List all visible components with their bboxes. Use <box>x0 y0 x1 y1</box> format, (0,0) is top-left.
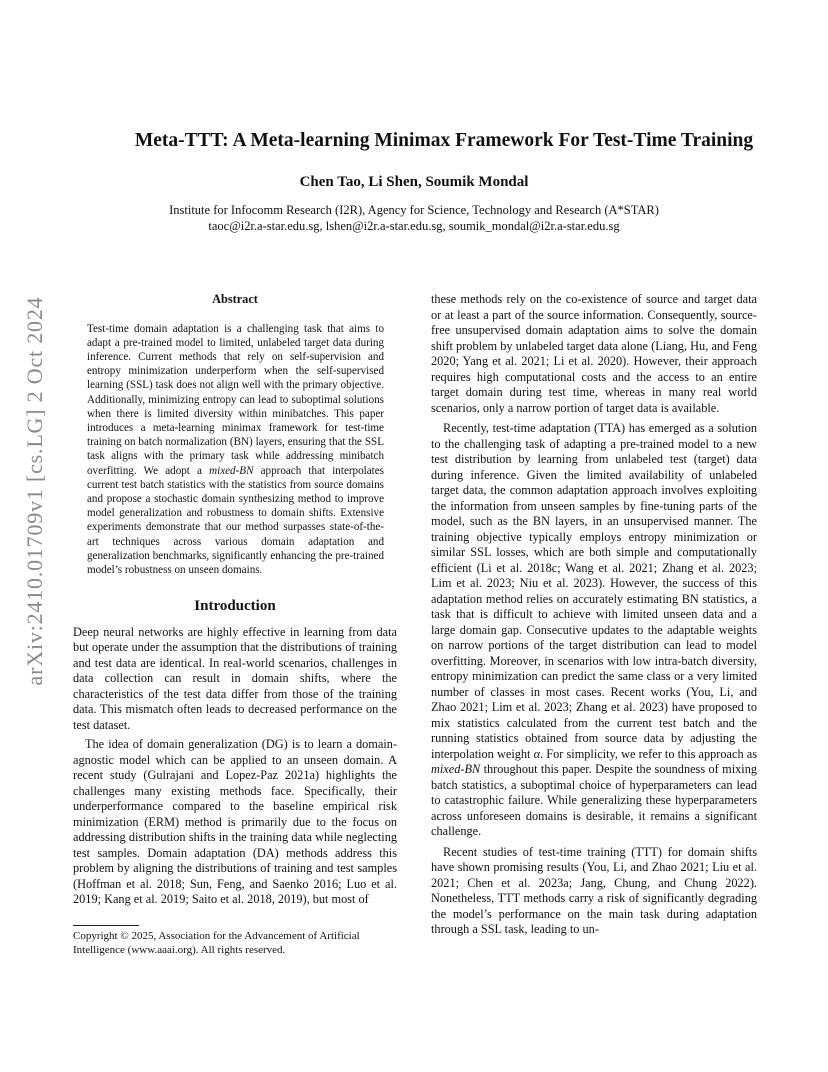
abstract-part-1: Test-time domain adaptation is a challenging task that aims to adapt a pre-trained model to limited, unlabeled target data during inference. Current methods that rely on self-supervision and entropy minimization underperform when the self-supervised learning (SSL) task does not align well with the primary objective. Additionally, minimizing entropy can lead to suboptimal solutions when there is limited diversity within minibatches. This paper introduces a meta-learning minimax framework for test-time training on batch normalization (BN) layers, ensuring that the SSL task aligns with the primary task while addressing minibatch overfitting. We adopt a <box>87 322 384 477</box>
right-paragraph-2-part-a: Recently, test-time adaptation (TTA) has emerged as a solution to the challenging task of adapting a pre-trained model to a new test distribution by learning from unlabeled test (target) data during inference. Given the limited availability of unlabeled target data, the common adaptation approach involves exploiting the information from unseen samples by fine-tuning parts of the model, such as the BN layers, in an unsupervised manner. The training objective typically employs entropy minimization or similar SSL losses, which are both simple and computationally efficient (Li et al. 2018c; Wang et al. 2021; Zhang et al. 2023; Lim et al. 2023; Niu et al. 2023). However, the success of this adaptation method relies on accurately estimating BN statistics, a task that is difficult to achieve with limited unseen data and a large domain gap. Consecutive updates to the adaptable weights on narrow portions of the target distribution can lead to model overfitting. Moreover, in scenarios with low intra-batch diversity, entropy minimization can predict the same class or a very limited number of classes in most cases. Recent works (You, Li, and Zhao 2021; Lim et al. 2023; Zhang et al. 2023) have proposed to mix statistics calculated from the current test batch and the running statistics obtained from source data by adjusting the interpolation weight <box>431 421 757 761</box>
abstract-text <box>87 322 384 578</box>
right-paragraph-2-part-b: . For simplicity, we refer to this approach as <box>540 746 758 761</box>
right-paragraph-3: Recent studies of test-time training (TTT) for domain shifts have shown promising results (You, Li, and Zhao 2021; Liu et al. 2021; Chen et al. 2023a; Jang, Chung, and Chung 2022). Nonetheless, TTT methods carry a risk of significantly degrading the model’s performance on the main task during adaptation through a SSL task, leading to un- <box>431 844 757 936</box>
abstract-emphasis-mixed-bn: mixed-BN <box>209 464 254 477</box>
introduction-heading: Introduction <box>194 598 276 615</box>
arxiv-identifier-text: arXiv:2410.01709v1 [cs.LG] 2 Oct 2024 <box>22 296 47 686</box>
left-column <box>73 292 397 908</box>
footnote-rule <box>73 925 139 926</box>
right-paragraph-2-part-c: throughout this paper. Despite the soundness of mixing batch statistics, a suboptimal choice of hyperparameters can lead to catastrophic failure. While generalizing these hyperparameters across unforeseen domains is desirable, it remains a significant challenge. <box>431 762 757 838</box>
intro-paragraph-1: Deep neural networks are highly effective in learning from data but operate under the assumption that the distributions of training and test data are identical. In real-world scenarios, challenges in data collection can result in domain shifts, where the characteristics of the test data differ from those of the training data. This mismatch often leads to decreased performance on the test dataset. <box>73 624 397 732</box>
copyright-footnote: Copyright © 2025, Association for the Advancement of Artificial Intelligence (www.aaai.org). All rights reserved. <box>73 930 360 956</box>
right-paragraph-1: these methods rely on the co-existence of source and target data or at least a part of the source information. Consequently, source-free unsupervised domain adaptation aims to solve the domain shift problem by unlabeled target data alone (Liang, Hu, and Feng 2020; Yang et al. 2021; Li et al. 2020). However, their approach requires high computational costs and the access to an entire target domain during test time, whereas in many real world scenarios, only a narrow portion of target data is available. <box>431 292 757 415</box>
alpha-symbol: α <box>533 746 541 761</box>
intro-paragraph-2: The idea of domain generalization (DG) is to learn a domain-agnostic model which can be applied to an unseen domain. A recent study (Gulrajani and Lopez-Paz 2021a) highlights the challenges many existing methods face. Specifically, their underperformance compared to the baseline empirical risk minimization (ERM) method is primarily due to the focus on addressing distribution shifts in the training data while neglecting test samples. Domain adaptation (DA) methods address this problem by aligning the distributions of training and test samples (Hoffman et al. 2018; Sun, Feng, and Saenko 2016; Luo et al. 2019; Kang et al. 2019; Saito et al. 2018, 2019), but most of <box>73 737 397 907</box>
affiliation-block <box>0 203 828 234</box>
arxiv-identifier <box>18 296 52 686</box>
right-column <box>431 292 757 938</box>
paper-title: Meta-TTT: A Meta-learning Minimax Framework For Test-Time Training <box>134 130 754 151</box>
right-paragraph-2 <box>431 421 757 840</box>
abstract-heading: Abstract <box>212 292 258 306</box>
abstract-part-2: approach that interpolates current test batch statistics with the statistics from source domains and propose a stochastic domain synthesizing method to improve model generalization and robustness to domain shifts. Extensive experiments demonstrate that our method surpasses state-of-the-art techniques across various domain adaptation and generalization benchmarks, significantly enhancing the pre-trained model’s robustness on unseen domains. <box>87 464 384 576</box>
emphasis-mixed-bn: mixed-BN <box>431 762 481 776</box>
affiliation-institution: Institute for Infocomm Research (I2R), Agency for Science, Technology and Research (A*STAR) <box>169 203 659 217</box>
affiliation-emails[interactable]: taoc@i2r.a-star.edu.sg, lshen@i2r.a-star.edu.sg, soumik_mondal@i2r.a-star.edu.sg <box>208 218 620 233</box>
author-list: Chen Tao, Li Shen, Soumik Mondal <box>299 174 529 190</box>
